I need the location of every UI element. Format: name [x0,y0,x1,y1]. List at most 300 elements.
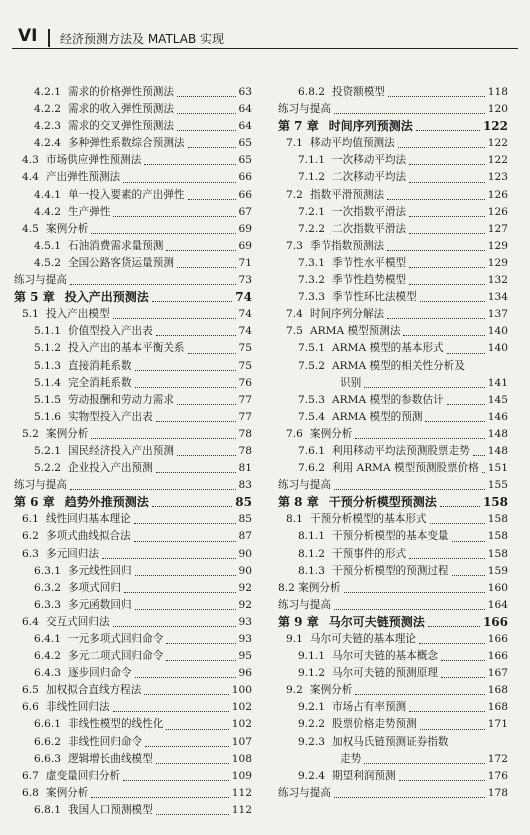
toc-entry[interactable] [278,289,508,306]
toc-number: 6.1 [22,513,39,526]
toc-number: 5.1.5 [34,393,61,406]
toc-number: 6.3.1 [34,564,61,577]
toc-page-number: 160 [487,581,508,594]
toc-page-number: 158 [487,513,508,526]
toc-title: 石油消费需求量预测 [68,239,164,252]
toc-entry[interactable] [278,426,508,443]
toc-page-number: 65 [238,154,252,167]
toc-number: 6.6.3 [34,752,61,765]
toc-title: ARMA 模型的参数估计 [332,393,444,406]
toc-leader-dots [135,609,236,610]
toc-title: 虚变量回归分析 [46,769,121,782]
toc-entry[interactable] [278,272,508,289]
toc-title: 案例分析 [46,786,89,799]
toc-page-number: 112 [231,786,252,799]
toc-leader-dots [425,421,484,422]
toc-title: 需求的交叉弹性预测法 [68,120,174,133]
toc-title: 马尔可夫链的基本概念 [332,650,438,663]
toc-entry[interactable] [278,631,508,648]
toc-page-number: 102 [231,718,252,731]
toc-page-number: 168 [487,684,508,697]
toc-entry[interactable] [14,785,252,802]
toc-title: 时间序列预测法 [328,119,413,134]
toc-entry[interactable] [14,699,252,716]
toc-entry[interactable] [278,665,508,682]
toc-number: 8.1.2 [298,547,325,560]
toc-entry[interactable] [14,426,252,443]
toc-number: 5.2.2 [34,462,61,475]
toc-entry[interactable] [14,460,252,477]
toc-entry[interactable] [14,392,252,409]
toc-number: 7.2.1 [298,205,325,218]
toc-number: 第 8 章 [278,495,319,510]
page-number: VI [18,26,38,46]
toc-page-number: 64 [238,120,252,133]
toc-entry[interactable] [278,528,508,545]
toc-number: 6.5 [22,684,39,697]
toc-entry[interactable] [14,204,252,221]
toc-page-number: 158 [482,495,508,510]
toc-leader-dots [166,250,235,251]
toc-entry[interactable] [278,323,508,340]
toc-title: 指数平滑预测法 [310,188,385,201]
toc-leader-dots [398,147,485,148]
toc-leader-dots [334,797,485,798]
toc-entry[interactable] [278,392,508,409]
toc-chapter[interactable] [278,494,508,511]
toc-number: 5.2 [22,427,39,440]
toc-entry[interactable] [14,477,252,494]
toc-leader-dots [364,387,485,388]
toc-leader-dots [188,147,236,148]
toc-page-number: 93 [238,633,252,645]
toc-page-number: 76 [238,376,252,389]
toc-number: 7.2 [286,188,303,201]
toc-title: 马尔可夫链预测法 [328,614,425,629]
toc-entry[interactable] [278,409,508,426]
toc-entry[interactable] [278,751,508,768]
toc-leader-dots [420,301,485,302]
toc-title: 多元函数回归 [68,598,132,611]
toc-number: 6.8.2 [298,86,325,98]
toc-entry[interactable] [14,614,252,631]
toc-title: ARMA 模型的相关性分析及 [332,359,465,372]
toc-entry[interactable] [278,716,508,733]
toc-title: 马尔可夫链的预测原理 [332,667,438,680]
toc-leader-dots [447,404,485,405]
toc-entry[interactable] [278,375,508,392]
toc-number: 8.1 [286,513,303,526]
toc-page-number: 158 [487,547,508,560]
toc-title: 劳动报酬和劳动力需求 [68,393,174,406]
toc-chapter[interactable] [14,289,252,306]
toc-page-number: 81 [238,462,252,475]
toc-title: 交互式回归法 [46,615,110,628]
toc-leader-dots [409,164,485,165]
toc-entry[interactable] [14,768,252,785]
toc-leader-dots [124,592,236,593]
toc-number: 5.1.1 [34,325,61,338]
toc-entry[interactable] [278,546,508,563]
toc-leader-dots [344,592,485,593]
toc-title: ARMA 模型的预测 [332,410,423,423]
toc-entry[interactable] [14,375,252,392]
toc-number: 4.2.3 [34,120,61,133]
toc-entry[interactable] [278,358,508,375]
toc-leader-dots [177,113,236,114]
toc-number: 7.6.1 [298,444,325,457]
toc-page-number: 90 [238,547,252,560]
toc-entry[interactable] [14,101,252,118]
toc-page-number: 145 [487,393,508,406]
toc-number: 5.1.6 [34,410,61,423]
toc-entry[interactable] [14,546,252,563]
toc-title: 干预事件的形式 [332,547,407,560]
toc-number: 7.5.2 [298,359,325,372]
toc-entry[interactable] [278,238,508,255]
toc-leader-dots [134,541,236,542]
toc-entry[interactable] [14,152,252,169]
toc-title: 一次指数平滑法 [332,205,407,218]
toc-leader-dots [156,472,236,473]
toc-entry[interactable] [14,118,252,135]
toc-entry[interactable] [14,169,252,186]
toc-entry[interactable] [14,255,252,272]
toc-title: 多元线性回归 [68,564,132,577]
toc-page-number: 75 [238,359,252,372]
toc-number: 6.4.3 [34,667,61,680]
toc-leader-dots [166,660,235,661]
toc-entry[interactable] [14,716,252,733]
toc-page-number: 137 [487,308,508,321]
toc-page-number: 93 [238,615,252,628]
toc-title: 价值型投入产出表 [68,325,153,338]
toc-title: 非线性模型的线性化 [68,718,164,731]
toc-title: 练习与提高 [278,598,331,611]
toc-leader-dots [145,746,229,747]
toc-leader-dots [334,489,485,490]
toc-entry[interactable] [278,597,508,614]
toc-number: 第 5 章 [14,290,55,305]
toc-number: 5.1.4 [34,376,61,389]
toc-entry[interactable] [278,580,508,597]
toc-entry[interactable] [14,563,252,580]
toc-page-number: 90 [238,564,252,577]
toc-number: 6.7 [22,769,39,782]
toc-page-number: 77 [238,410,252,423]
toc-leader-dots [70,489,236,490]
toc-entry[interactable] [14,443,252,460]
toc-leader-dots [452,541,485,542]
toc-number: 5.1.2 [34,342,61,355]
toc-page-number: 118 [487,86,508,98]
toc-page-number: 73 [238,274,252,287]
toc-leader-dots [91,438,235,439]
toc-left-column [14,84,252,819]
toc-page-number: 141 [487,376,508,389]
toc-page-number: 100 [231,684,252,697]
toc-entry[interactable] [278,221,508,238]
toc-leader-dots [135,387,236,388]
toc-page-number: 85 [238,513,252,526]
toc-entry[interactable] [14,340,252,357]
toc-title: 季节性环比法模型 [332,291,417,304]
toc-number: 7.6 [286,427,303,440]
toc-leader-dots [447,353,485,354]
toc-leader-dots [144,694,228,695]
toc-title: 市场占有率预测 [332,701,407,714]
toc-title: 练习与提高 [14,274,67,287]
toc-title: 练习与提高 [14,479,67,492]
toc-number: 4.4.1 [34,188,61,201]
toc-number: 6.8.1 [34,803,61,816]
toc-page-number: 87 [238,530,252,543]
toc-title: 季节性趋势模型 [332,274,407,287]
toc-entry[interactable] [14,631,252,648]
toc-entry[interactable] [278,768,508,785]
toc-page-number: 171 [487,718,508,731]
toc-leader-dots [409,284,485,285]
toc-title: 季节指数预测法 [310,239,385,252]
toc-page-number: 74 [238,325,252,338]
toc-page-number: 168 [487,701,508,714]
toc-leader-dots [144,164,235,165]
toc-leader-dots [91,233,235,234]
toc-entry[interactable] [14,323,252,340]
toc-page-number: 63 [238,86,252,98]
toc-title: 多项式回归 [68,581,121,594]
toc-page-number: 159 [487,564,508,577]
toc-number: 8.1.3 [298,564,325,577]
toc-page-number: 107 [231,735,252,748]
toc-leader-dots [91,797,228,798]
toc-entry[interactable] [278,340,508,357]
toc-entry[interactable] [14,358,252,375]
toc-entry[interactable] [14,580,252,597]
toc-number: 9.1 [286,633,303,645]
toc-number: 9.2.4 [298,769,325,782]
toc-entry[interactable] [14,734,252,751]
toc-page-number: 85 [235,495,252,510]
toc-entry[interactable] [278,734,508,751]
toc-page-number: 120 [487,103,508,116]
toc-page-number: 134 [487,291,508,304]
toc-title: 识别 [340,376,362,389]
toc-leader-dots [482,472,485,473]
toc-entry[interactable] [278,699,508,716]
toc-title: ARMA 模型预测法 [310,325,401,338]
toc-title: 二次移动平均法 [332,171,407,184]
toc-entry[interactable] [278,101,508,118]
toc-title: 股票价格走势预测 [332,718,417,731]
toc-entry[interactable] [278,169,508,186]
toc-entry[interactable] [14,528,252,545]
toc-title: 多元回归法 [46,547,99,560]
toc-entry[interactable] [278,152,508,169]
toc-entry[interactable] [14,135,252,152]
toc-number: 9.2.3 [298,735,325,748]
toc-entry[interactable] [14,648,252,665]
toc-leader-dots [166,729,228,730]
toc-page-number: 126 [487,205,508,218]
toc-entry[interactable] [278,255,508,272]
toc-number: 9.1.2 [298,667,325,680]
toc-title: 走势 [340,752,362,765]
toc-entry[interactable] [14,221,252,238]
toc-number: 7.3.2 [298,274,325,287]
toc-number: 9.2 [286,684,303,697]
toc-title: 练习与提高 [278,103,331,116]
toc-number: 6.6.2 [34,735,61,748]
toc-entry[interactable] [278,460,508,477]
toc-number: 6.4 [22,615,39,628]
toc-title: 干预分析模型预测法 [328,495,437,510]
toc-leader-dots [177,404,236,405]
toc-title: 投入产出的基本平衡关系 [68,342,185,355]
toc-leader-dots [387,318,485,319]
toc-leader-dots [135,677,236,678]
toc-entry[interactable] [14,511,252,528]
toc-number: 6.6.1 [34,718,61,731]
toc-entry[interactable] [14,84,252,101]
toc-leader-dots [440,506,480,507]
toc-page-number: 77 [238,393,252,406]
toc-title: 投资额模型 [332,86,385,98]
toc-leader-dots [403,335,484,336]
toc-number: 6.6 [22,701,39,714]
toc-page-number: 151 [487,462,508,475]
toc-title: 直接消耗系数 [68,359,132,372]
toc-page-number: 176 [487,769,508,782]
toc-number: 6.4.2 [34,650,61,663]
toc-leader-dots [419,643,485,644]
toc-number: 6.3.2 [34,581,61,594]
toc-entry[interactable] [278,135,508,152]
toc-title: 产出弹性预测法 [46,171,121,184]
toc-page-number: 83 [238,479,252,492]
toc-chapter[interactable] [14,494,252,511]
toc-page-number: 122 [487,137,508,150]
toc-entry[interactable] [14,272,252,289]
toc-page-number: 155 [487,479,508,492]
toc-page-number: 74 [235,290,252,305]
toc-entry[interactable] [278,682,508,699]
toc-entry[interactable] [14,597,252,614]
toc-entry[interactable] [14,238,252,255]
toc-entry[interactable] [278,477,508,494]
toc-entry[interactable] [278,187,508,204]
toc-title: 练习与提高 [278,786,331,799]
toc-entry[interactable] [278,511,508,528]
toc-page-number: 148 [487,444,508,457]
toc-number: 4.5.2 [34,256,61,269]
toc-page-number: 96 [238,667,252,680]
toc-title: 趋势外推预测法 [64,495,149,510]
toc-number: 7.5.3 [298,393,325,406]
toc-leader-dots [188,199,236,200]
toc-page-number: 172 [487,752,508,765]
toc-title: 移动平均值预测法 [310,137,395,150]
toc-entry[interactable] [14,802,252,819]
book-title: 经济预测方法及 MATLAB 实现 [60,32,224,46]
toc-entry[interactable] [14,751,252,768]
toc-title: 干预分析模型的基本形式 [310,513,427,526]
toc-number: 5.1 [22,308,39,321]
toc-page-number: 123 [487,171,508,184]
toc-title: 投入产出模型 [46,308,110,321]
toc-leader-dots [152,301,233,302]
toc-title: 二次指数平滑法 [332,222,407,235]
toc-title: 季节性水平模型 [332,256,407,269]
toc-entry[interactable] [14,409,252,426]
toc-leader-dots [177,267,236,268]
toc-leader-dots [188,353,236,354]
toc-title: 案例分析 [310,427,353,440]
toc-entry[interactable] [278,563,508,580]
toc-number: 第 9 章 [278,614,319,629]
toc-entry[interactable] [14,187,252,204]
toc-leader-dots [135,575,236,576]
toc-number: 7.3 [286,239,303,252]
toc-page-number: 71 [238,256,252,269]
toc-entry[interactable] [14,682,252,699]
toc-entry[interactable] [14,665,252,682]
toc-page-number: 164 [487,598,508,611]
toc-chapter[interactable] [278,614,508,631]
toc-leader-dots [113,318,236,319]
toc-right-column [278,84,508,802]
toc-leader-dots [113,216,235,217]
toc-leader-dots [409,182,485,183]
toc-leader-dots [156,763,229,764]
toc-title: 需求的价格弹性预测法 [68,86,174,98]
toc-title: 案例分析 [310,684,353,697]
toc-title: 非线性回归法 [46,701,110,714]
toc-entry[interactable] [278,306,508,323]
toc-number: 7.3.3 [298,291,325,304]
toc-number: 6.4.1 [34,633,61,645]
toc-chapter[interactable] [278,118,508,135]
toc-entry[interactable] [278,84,508,101]
toc-entry[interactable] [278,648,508,665]
toc-leader-dots [152,506,233,507]
toc-title: 利用移动平均法预测股票走势 [332,444,470,457]
toc-title: 全国公路客货运量预测 [68,256,174,269]
toc-entry[interactable] [14,306,252,323]
toc-title: 我国人口预测模型 [68,803,153,816]
toc-entry[interactable] [278,204,508,221]
toc-leader-dots [113,626,236,627]
toc-leader-dots [452,575,485,576]
toc-number: 4.4.2 [34,205,61,218]
toc-leader-dots [113,711,229,712]
toc-leader-dots [334,113,485,114]
toc-entry[interactable] [278,785,508,802]
toc-leader-dots [441,677,485,678]
toc-number: 4.4 [22,171,39,184]
toc-title: 时间序列分解法 [310,308,385,321]
toc-number: 4.2.1 [34,86,61,98]
toc-title: 期望利润预测 [332,769,396,782]
toc-title: 案例分析 [46,222,89,235]
toc-leader-dots [416,130,480,131]
toc-page-number: 74 [238,308,252,321]
toc-entry[interactable] [278,443,508,460]
toc-title: 干预分析模型的预测过程 [332,564,449,577]
toc-number: 7.5 [286,325,303,338]
toc-title: 实物型投入产出表 [68,410,153,423]
toc-title: 一次移动平均法 [332,154,407,167]
